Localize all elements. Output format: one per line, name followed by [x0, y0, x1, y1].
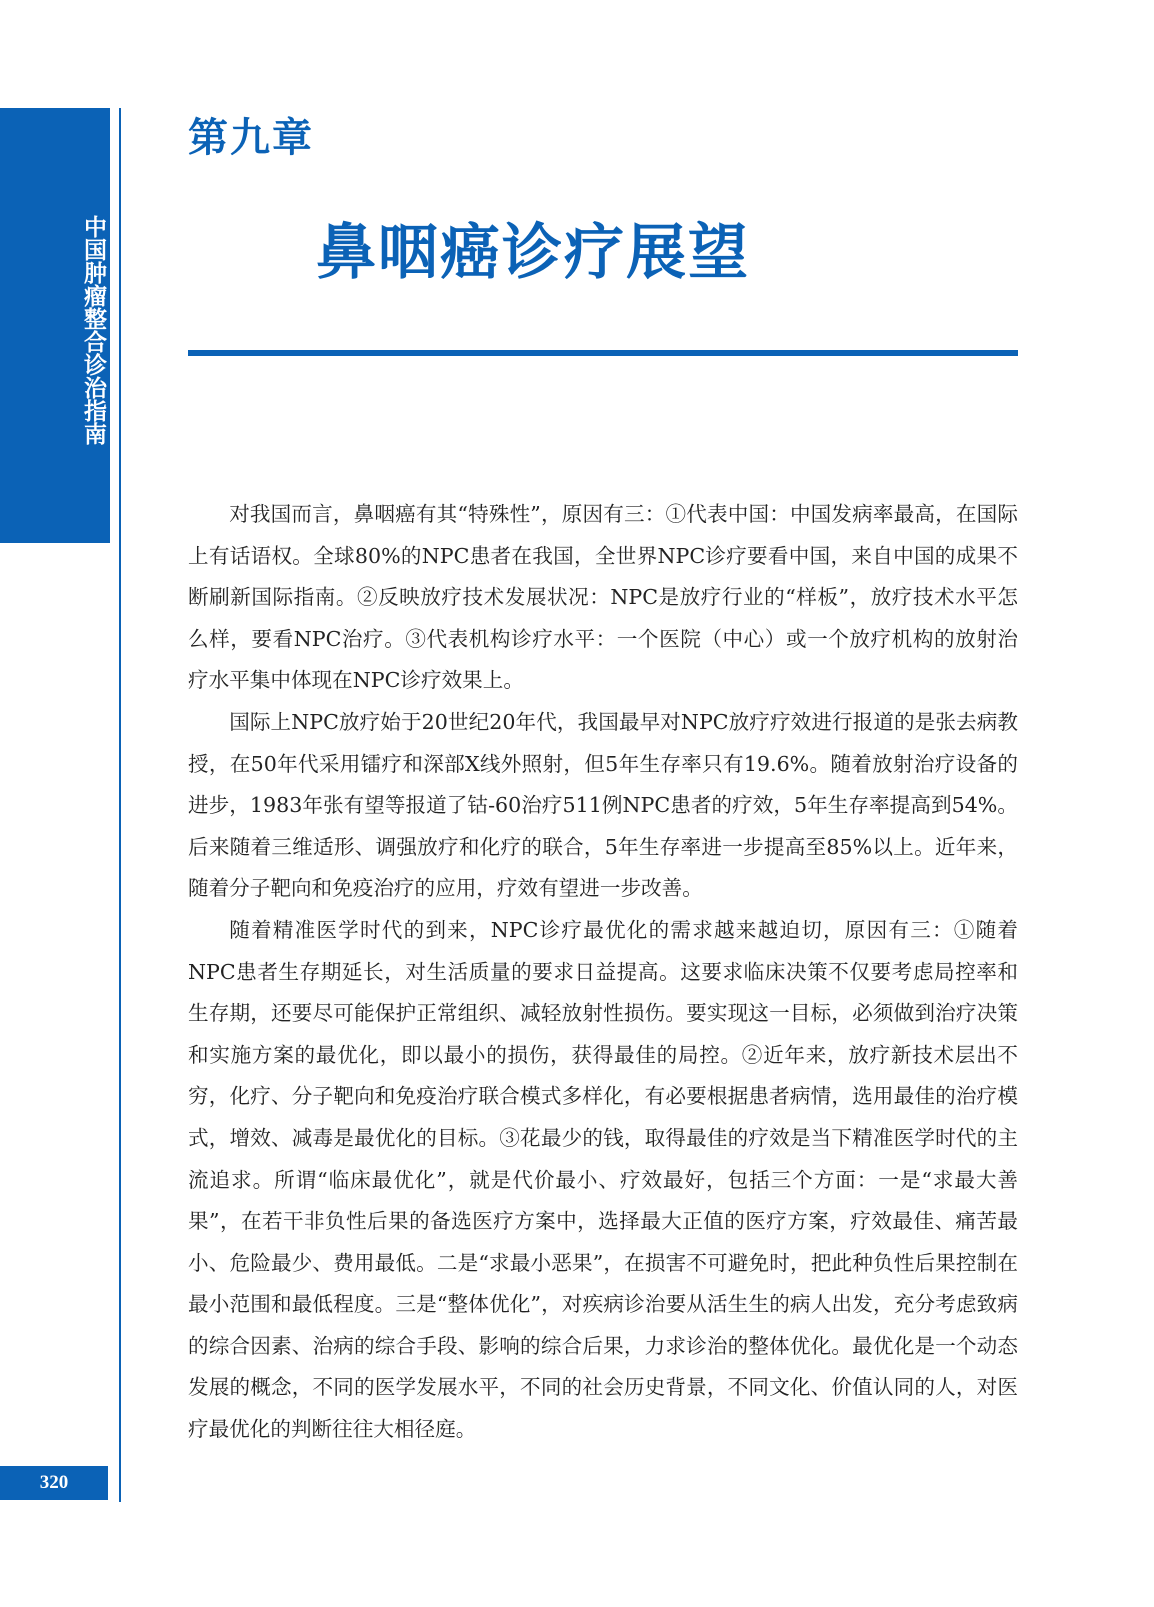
page-number: 320: [0, 1466, 108, 1500]
paragraph: 对我国而言，鼻咽癌有其“特殊性”，原因有三：①代表中国：中国发病率最高，在国际上有话语权。全球80%的NPC患者在我国，全世界NPC诊疗要看中国，来自中国的成果不断刷新国际指南。②反映放疗技术发展状况：NPC是放疗行业的“样板”，放疗技术水平怎么样，要看NPC治疗。③代表机构诊疗水平：一个医院（中心）或一个放疗机构的放射治疗水平集中体现在NPC诊疗效果上。: [188, 502, 1018, 693]
chapter-label: 第九章: [188, 115, 314, 161]
margin-divider: [119, 108, 121, 1502]
book-title-text: 中国肿瘤整合诊治指南: [80, 215, 106, 445]
chapter-title: 鼻咽癌诊疗展望: [316, 218, 750, 288]
paragraph: 随着精准医学时代的到来，NPC诊疗最优化的需求越来越迫切，原因有三：①随着NPC患者生存期延长，对生活质量的要求日益提高。这要求临床决策不仅要考虑局控率和生存期，还要尽可能保护正常组织、减轻放射性损伤。要实现这一目标，必须做到治疗决策和实施方案的最优化，即以最小的损伤，获得最佳的局控。②近年来，放疗新技术层出不穷，化疗、分子靶向和免疫治疗联合模式多样化，有必要根据患者病情，选用最佳的治疗模式，增效、减毒是最优化的目标。③花最少的钱，取得最佳的疗效是当下精准医学时代的主流追求。所谓“临床最优化”，就是代价最小、疗效最好，包括三个方面：一是“求最大善果”，在若干非负性后果的备选医疗方案中，选择最大正值的医疗方案，疗效最佳、痛苦最小、危险最少、费用最低。二是“求最小恶果”，在损害不可避免时，把此种负性后果控制在最小范围和最低程度。三是“整体优化”，对疾病诊治要从活生生的病人出发，充分考虑致病的综合因素、治病的综合手段、影响的综合后果，力求诊治的整体优化。最优化是一个动态发展的概念，不同的医学发展水平，不同的社会历史背景，不同文化、价值认同的人，对医疗最优化的判断往往大相径庭。: [188, 917, 1018, 1442]
book-title: [0, 150, 110, 510]
body-text: [188, 494, 1018, 1451]
paragraph: 国际上NPC放疗始于20世纪20年代，我国最早对NPC放疗疗效进行报道的是张去病教授，在50年代采用镭疗和深部X线外照射，但5年生存率只有19.6%。随着放射治疗设备的进步，1983年张有望等报道了钴-60治疗511例NPC患者的疗效，5年生存率提高到54%。后来随着三维适形、调强放疗和化疗的联合，5年生存率进一步提高至85%以上。近年来，随着分子靶向和免疫治疗的应用，疗效有望进一步改善。: [188, 709, 1018, 901]
title-rule: [188, 350, 1018, 356]
